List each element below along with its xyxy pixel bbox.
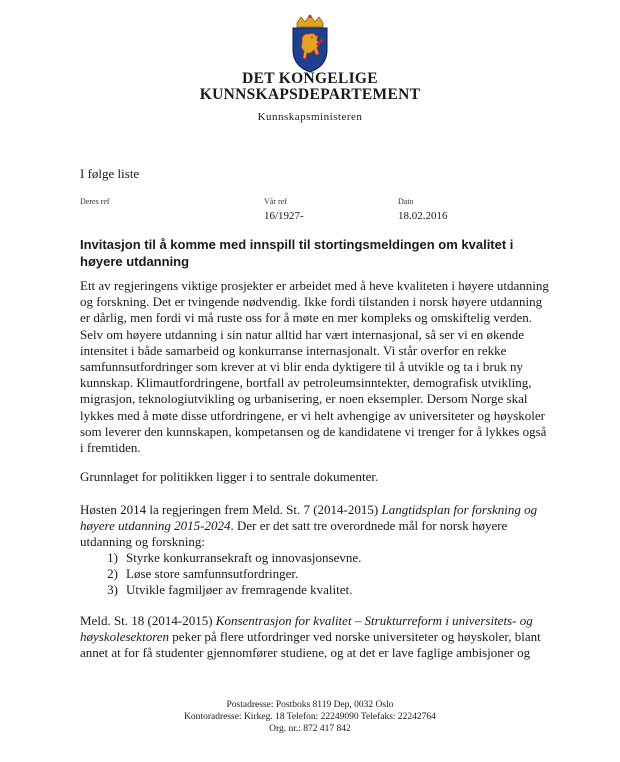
coat-of-arms-icon	[283, 14, 337, 74]
paragraph-intro: Ett av regjeringens viktige prosjekter er arbeidet med å heve kvaliteten i høyere utdanning og forskning. Det er tvingende nødvendig. Ikke fordi tilstanden i norsk høyere utdanning er dårlig, men fordi vi må ruste oss for å møte en mer kompleks og omskiftelig verden. Selv om høyere utdanning i sin natur alltid har vært internasjonal, så ser vi en økende intensitet i både samarbeid og konkurranse internasjonalt. Vi står overfor en rekke samfunnsutfordringer som krever at vi blir enda dyktigere til å utvikle og ta i bruk ny kunnskap. Klimautfordringene, bortfall av petroleumsinntekter, demografisk utvikling, migrasjon, teknologiutvikling og urbanisering, er noen eksempler. Dersom Norge skal lykkes med å møte disse utfordringene, er vi helt avhengige av universiteter og høyskoler som leverer den kunnskapen, kompetansen og de kandidatene vi trenger for å lykkes også i fremtiden.	[80, 278, 549, 456]
list-item	[96, 582, 361, 598]
recipient: I følge liste	[80, 166, 140, 181]
meld-7-text-end: . Der er det satt tre overordnede mål for norsk høyere utdanning og forskning:	[80, 518, 508, 550]
dato-value: 18.02.2016	[398, 210, 448, 222]
paragraph-documents: Grunnlaget for politikken ligger i to sentrale dokumenter.	[80, 469, 379, 484]
footer-office-address: Kontoradresse: Kirkeg. 18 Telefon: 22249090 Telefaks: 22242764	[184, 712, 436, 722]
dato-label: Dato	[398, 197, 414, 206]
goal-text: Løse store samfunnsutfordringer.	[126, 566, 299, 582]
var-ref-label: Vår ref	[264, 197, 287, 206]
var-ref-value: 16/1927-	[264, 210, 304, 222]
ministry-name: Kunnskapsministeren	[257, 111, 363, 123]
meld-18-text-end: peker på flere utfordringer ved norske universiteter og høyskoler, blant annet at for få studenter gjennomfører studiene, og at det er lave faglige ambisjoner og	[80, 629, 541, 661]
paragraph-meld-7	[80, 502, 550, 551]
goal-number: 2)	[107, 566, 118, 582]
letter-title: Invitasjon til å komme med innspill til stortingsmeldingen om kvalitet i høyere utdanning	[80, 237, 514, 269]
list-item	[96, 566, 361, 582]
footer-org-number: Org. nr.: 872 417 842	[269, 724, 351, 734]
goal-text: Utvikle fagmiljøer av fremragende kvalitet.	[126, 582, 353, 598]
footer-postal-address: Postadresse: Postboks 8119 Dep, 0032 Oslo	[226, 700, 394, 710]
meld-18-text-start: Meld. St. 18 (2014-2015)	[80, 613, 216, 628]
goal-text: Styrke konkurransekraft og innovasjonsevne.	[126, 550, 362, 565]
list-item	[96, 550, 361, 566]
meld-7-text-start: Høsten 2014 la regjeringen frem Meld. St. 7 (2014-2015)	[80, 502, 382, 517]
paragraph-meld-18	[80, 613, 550, 662]
goals-list	[96, 550, 361, 599]
department-name-line2: KUNNSKAPSDEPARTEMENT	[199, 86, 421, 103]
goal-number: 3)	[107, 582, 118, 598]
meld-18-title: Konsentrasjon for kvalitet – Strukturreform i universitets- og høyskolesektoren	[80, 613, 533, 645]
department-name-line1: DET KONGELIGE	[242, 70, 378, 87]
goal-number: 1)	[107, 550, 118, 565]
meld-7-title: Langtidsplan for forskning og høyere utdanning 2015-2024	[80, 502, 538, 534]
deres-ref-label: Deres ref	[80, 197, 110, 206]
